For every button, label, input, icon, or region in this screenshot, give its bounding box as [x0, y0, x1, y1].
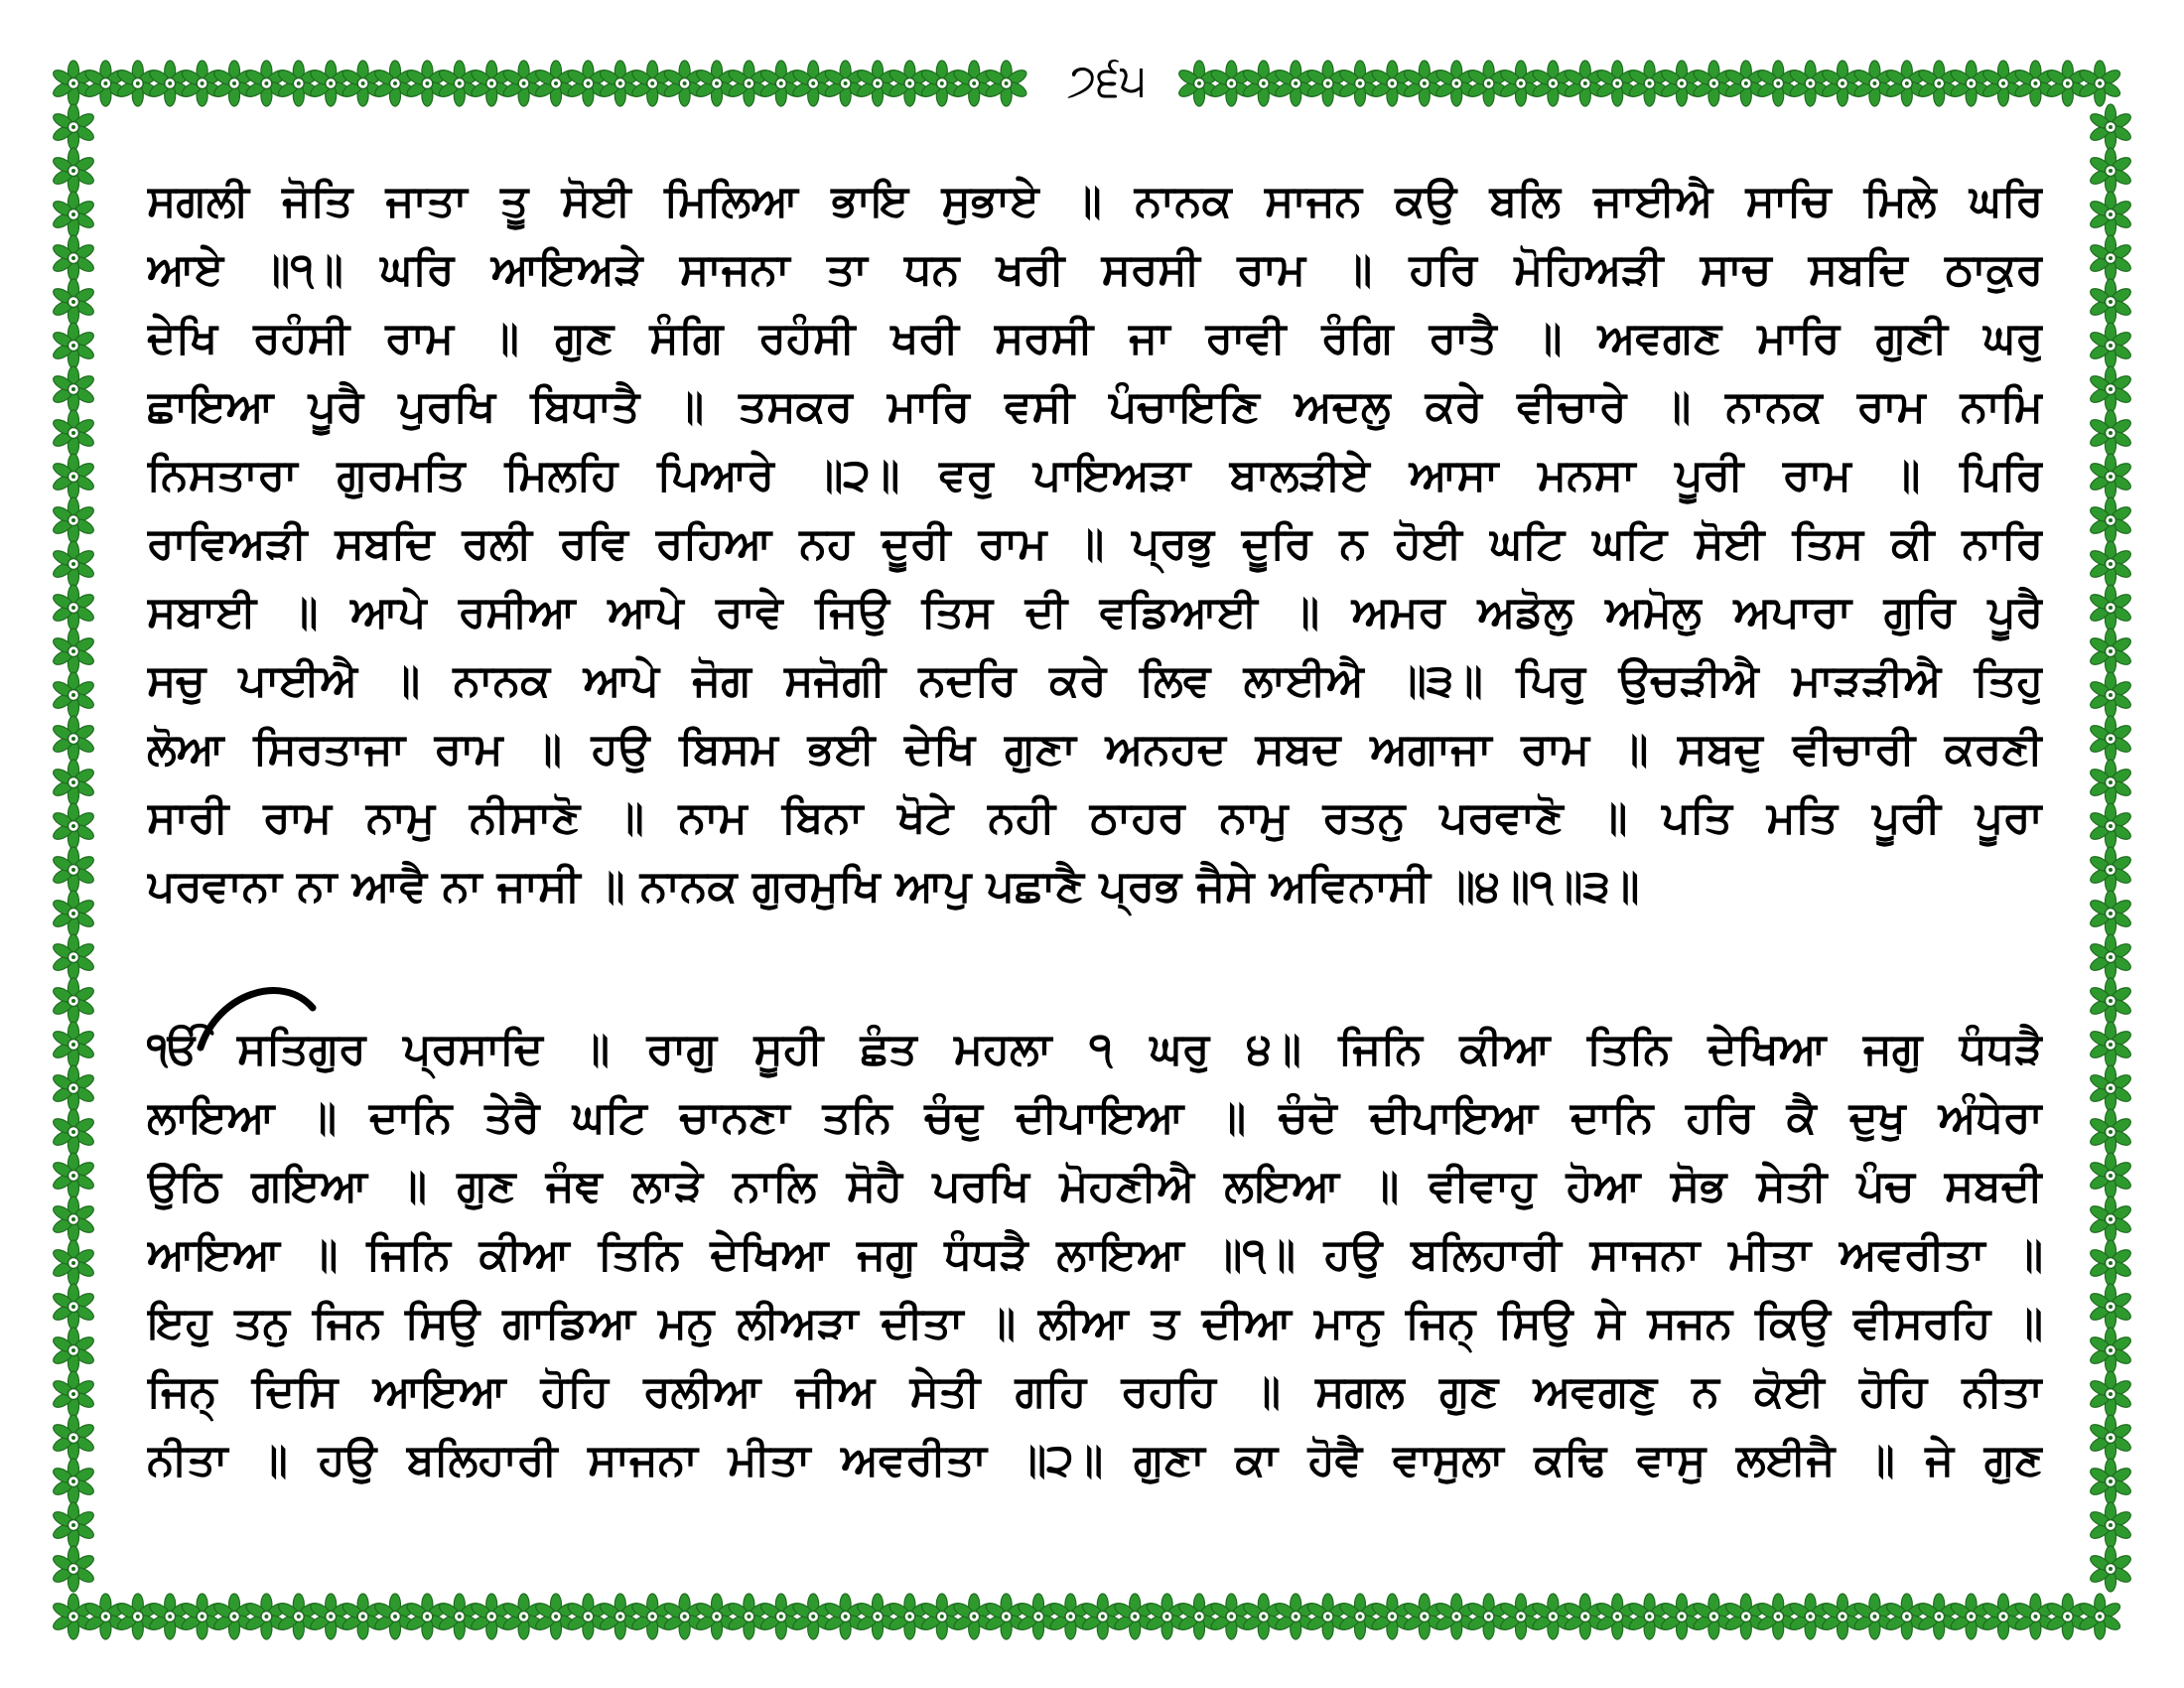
- flower-icon: [2088, 1109, 2132, 1155]
- flower-icon: [823, 61, 868, 106]
- flower-icon: [470, 1594, 514, 1639]
- flower-icon: [51, 1109, 95, 1155]
- flower-icon: [1917, 1594, 1962, 1639]
- flower-icon: [855, 1594, 899, 1639]
- flower-icon: [51, 716, 95, 762]
- flower-icon: [2088, 1502, 2132, 1548]
- flower-icon: [2088, 497, 2132, 543]
- flower-icon: [1370, 61, 1415, 106]
- flower-icon: [791, 1594, 836, 1639]
- flower-icon: [887, 1594, 932, 1639]
- flower-icon: [1274, 61, 1318, 106]
- flower-icon: [2088, 104, 2132, 150]
- text-line: ਛਾਇਆ ਪੂਰੈ ਪੁਰਖਿ ਬਿਧਾਤੈ ॥ ਤਸਕਰ ਮਾਰਿ ਵਸੀ ਪੰਚਾਇਣਿ ਅਦਲੁ ਕਰੇ ਵੀਚਾਰੇ ॥ ਨਾਨਕ ਰਾਮ ਨਾਮਿ: [147, 381, 2043, 432]
- flower-icon: [1756, 1594, 1801, 1639]
- flower-icon: [83, 1594, 128, 1639]
- flower-icon: [1627, 1594, 1672, 1639]
- flower-icon: [1370, 1594, 1415, 1639]
- flower-icon: [1659, 1594, 1704, 1639]
- flower-icon: [1498, 1594, 1543, 1639]
- flower-icon: [51, 366, 95, 412]
- flower-icon: [2088, 934, 2132, 980]
- flower-icon: [51, 1594, 95, 1639]
- flower-icon: [2013, 1594, 2058, 1639]
- text-line: ਰਾਵਿਅੜੀ ਸਬਦਿ ਰਲੀ ਰਵਿ ਰਹਿਆ ਨਹ ਦੂਰੀ ਰਾਮ ॥ ਪ੍ਰਭੁ ਦੂਰਿ ਨ ਹੋਈ ਘਟਿ ਘਟਿ ਸੋਈ ਤਿਸ ਕੀ ਨਾਰਿ: [147, 518, 2043, 569]
- flower-icon: [1337, 61, 1382, 106]
- flower-icon: [2088, 454, 2132, 499]
- flower-icon: [1531, 1594, 1575, 1639]
- flower-icon: [1241, 1594, 1286, 1639]
- flower-icon: [2088, 323, 2132, 368]
- flower-icon: [533, 1594, 578, 1639]
- flower-icon: [51, 672, 95, 718]
- flower-icon: [758, 1594, 803, 1639]
- flower-icon: [1176, 1594, 1221, 1639]
- flower-icon: [2078, 61, 2122, 106]
- flower-icon: [566, 61, 611, 106]
- flower-icon: [1531, 61, 1575, 106]
- flower-icon: [1145, 1594, 1189, 1639]
- flower-icon: [1595, 61, 1640, 106]
- flower-icon: [148, 1594, 193, 1639]
- flower-icon: [276, 1594, 321, 1639]
- flower-icon: [1209, 61, 1254, 106]
- flower-icon: [2045, 61, 2090, 106]
- flower-icon: [51, 61, 95, 106]
- flower-icon: [1563, 1594, 1607, 1639]
- flower-icon: [51, 1284, 95, 1330]
- flower-icon: [919, 61, 964, 106]
- flower-icon: [341, 1594, 385, 1639]
- flower-icon: [2078, 1594, 2122, 1639]
- flower-icon: [2088, 1065, 2132, 1111]
- flower-icon: [51, 104, 95, 150]
- text-line: ਨਿਸਤਾਰਾ ਗੁਰਮਤਿ ਮਿਲਹਿ ਪਿਆਰੇ ॥੨॥ ਵਰੁ ਪਾਇਅੜਾ ਬਾਲੜੀਏ ਆਸਾ ਮਨਸਾ ਪੂਰੀ ਰਾਮ ॥ ਪਿਰਿ: [147, 450, 2043, 500]
- text-line: ਜਿਨ੍ ਦਿਸਿ ਆਇਆ ਹੋਹਿ ਰਲੀਆ ਜੀਅ ਸੇਤੀ ਗਹਿ ਰਹਹਿ ॥ ਸਗਲ ਗੁਣ ਅਵਗਣੁ ਨ ਕੋਈ ਹੋਹਿ ਨੀਤਾ: [147, 1366, 2043, 1417]
- text-line: ਸਚੁ ਪਾਈਐ ॥ ਨਾਨਕ ਆਪੇ ਜੋਗ ਸਜੋਗੀ ਨਦਰਿ ਕਰੇ ਲਿਵ ਲਾਈਐ ॥੩॥ ਪਿਰੁ ਉਚੜੀਐ ਮਾੜੜੀਐ ਤਿਹੁ: [147, 655, 2043, 706]
- flower-icon: [2088, 716, 2132, 762]
- flower-icon: [662, 61, 707, 106]
- flower-icon: [2088, 1153, 2132, 1198]
- flower-icon: [630, 1594, 675, 1639]
- flower-icon: [1402, 1594, 1446, 1639]
- flower-icon: [51, 891, 95, 936]
- flower-icon: [51, 497, 95, 543]
- flower-icon: [51, 279, 95, 325]
- flower-icon: [1884, 61, 1929, 106]
- text-line: ੴ ਸਤਿਗੁਰ ਪ੍ਰਸਾਦਿ ॥ ਰਾਗੁ ਸੂਹੀ ਛੰਤ ਮਹਲਾ ੧ ਘਰੁ ੪॥ ਜਿਨਿ ਕੀਆ ਤਿਨਿ ਦੇਖਿਆ ਜਗੁ ਧੰਧੜੈ: [147, 1024, 2043, 1074]
- text-line: ਇਹੁ ਤਨੁ ਜਿਨ ਸਿਉ ਗਾਡਿਆ ਮਨੁ ਲੀਅੜਾ ਦੀਤਾ ॥ ਲੀਆ ਤ ਦੀਆ ਮਾਨੁ ਜਿਨ੍ ਸਿਉ ਸੇ ਸਜਨ ਕਿਉ ਵੀਸਰਹਿ ॥: [147, 1298, 2043, 1348]
- flower-icon: [1305, 61, 1350, 106]
- flower-icon: [1756, 61, 1801, 106]
- flower-icon: [51, 629, 95, 674]
- flower-icon: [2088, 1459, 2132, 1504]
- flower-icon: [1788, 1594, 1833, 1639]
- flower-icon: [694, 1594, 739, 1639]
- flower-icon: [598, 61, 642, 106]
- flower-icon: [2045, 1594, 2090, 1639]
- flower-icon: [51, 1196, 95, 1242]
- flower-icon: [2088, 148, 2132, 194]
- flower-icon: [2088, 541, 2132, 587]
- flower-icon: [2088, 1196, 2132, 1242]
- flower-icon: [1820, 1594, 1864, 1639]
- flower-icon: [952, 1594, 997, 1639]
- flower-icon: [1048, 1594, 1093, 1639]
- flower-icon: [1692, 1594, 1736, 1639]
- flower-icon: [51, 803, 95, 849]
- text-line: ਪਰਵਾਨਾ ਨਾ ਆਵੈ ਨਾ ਜਾਸੀ ॥ ਨਾਨਕ ਗੁਰਮੁਖਿ ਆਪੁ ਪਛਾਣੈ ਪ੍ਰਭ ਜੈਸੇ ਅਵਿਨਾਸੀ ॥੪॥੧॥੩॥: [147, 861, 1640, 912]
- flower-icon: [887, 61, 932, 106]
- flower-icon: [470, 61, 514, 106]
- text-line: ਸਬਾਈ ॥ ਆਪੇ ਰਸੀਆ ਆਪੇ ਰਾਵੇ ਜਿਉ ਤਿਸ ਦੀ ਵਡਿਆਈ ॥ ਅਮਰ ਅਡੋਲੁ ਅਮੋਲੁ ਅਪਾਰਾ ਗੁਰਿ ਪੂਰੈ: [147, 587, 2043, 637]
- text-line: ਸਗਲੀ ਜੋਤਿ ਜਾਤਾ ਤੂ ਸੋਈ ਮਿਲਿਆ ਭਾਇ ਸੁਭਾਏ ॥ ਨਾਨਕ ਸਾਜਨ ਕਉ ਬਲਿ ਜਾਈਐ ਸਾਚਿ ਮਿਲੇ ਘਰਿ: [147, 176, 2043, 226]
- flower-icon: [341, 61, 385, 106]
- flower-icon: [1209, 1594, 1254, 1639]
- flower-icon: [51, 410, 95, 456]
- text-block-2: [147, 1015, 2043, 1494]
- flower-icon: [1402, 61, 1446, 106]
- flower-icon: [372, 1594, 417, 1639]
- text-line: ਲਾਇਆ ॥ ਦਾਨਿ ਤੇਰੈ ਘਟਿ ਚਾਨਣਾ ਤਨਿ ਚੰਦੁ ਦੀਪਾਇਆ ॥ ਚੰਦੋ ਦੀਪਾਇਆ ਦਾਨਿ ਹਰਿ ਕੈ ਦੁਖੁ ਅੰਧੇਰਾ: [147, 1092, 2043, 1143]
- flower-icon: [51, 1065, 95, 1111]
- flower-icon: [727, 61, 771, 106]
- flower-icon: [1434, 1594, 1479, 1639]
- text-line: ਉਠਿ ਗਇਆ ॥ ਗੁਣ ਜੰਞ ਲਾੜੇ ਨਾਲਿ ਸੋਹੈ ਪਰਖਿ ਮੋਹਣੀਐ ਲਇਆ ॥ ਵੀਵਾਹੁ ਹੋਆ ਸੋਭ ਸੇਤੀ ਪੰਚ ਸਬਦੀ: [147, 1161, 2043, 1211]
- flower-icon: [823, 1594, 868, 1639]
- flower-icon: [1917, 61, 1962, 106]
- text-block-1: [147, 167, 2043, 920]
- flower-icon: [1466, 61, 1511, 106]
- flower-icon: [437, 1594, 481, 1639]
- flower-icon: [662, 1594, 707, 1639]
- flower-icon: [51, 541, 95, 587]
- flower-icon: [501, 61, 546, 106]
- flower-icon: [211, 1594, 256, 1639]
- flower-icon: [2088, 1022, 2132, 1067]
- flower-icon: [51, 585, 95, 631]
- flower-icon: [1274, 1594, 1318, 1639]
- flower-icon: [2088, 1371, 2132, 1417]
- flower-icon: [984, 1594, 1028, 1639]
- flower-icon: [1980, 61, 2025, 106]
- flower-icon: [984, 61, 1028, 106]
- flower-icon: [2088, 1546, 2132, 1592]
- flower-icon: [1949, 1594, 1993, 1639]
- flower-icon: [2088, 410, 2132, 456]
- flower-icon: [51, 192, 95, 237]
- flower-icon: [1852, 1594, 1897, 1639]
- flower-icon: [1788, 61, 1833, 106]
- flower-icon: [1498, 61, 1543, 106]
- flower-icon: [115, 1594, 160, 1639]
- flower-icon: [51, 1240, 95, 1286]
- flower-icon: [180, 1594, 224, 1639]
- flower-icon: [1434, 61, 1479, 106]
- flower-icon: [1659, 61, 1704, 106]
- flower-icon: [791, 61, 836, 106]
- flower-icon: [51, 1328, 95, 1373]
- text-line: ਸਾਰੀ ਰਾਮ ਨਾਮੁ ਨੀਸਾਣੋ ॥ ਨਾਮ ਬਿਨਾ ਖੋਟੇ ਨਹੀ ਠਾਹਰ ਨਾਮੁ ਰਤਨੁ ਪਰਵਾਣੋ ॥ ਪਤਿ ਮਤਿ ਪੂਰੀ ਪੂਰਾ: [147, 792, 2043, 843]
- flower-icon: [630, 61, 675, 106]
- flower-icon: [2088, 1328, 2132, 1373]
- flower-icon: [83, 61, 128, 106]
- flower-icon: [51, 1459, 95, 1504]
- flower-icon: [51, 323, 95, 368]
- flower-icon: [2088, 366, 2132, 412]
- flower-icon: [1563, 61, 1607, 106]
- flower-icon: [919, 1594, 964, 1639]
- flower-icon: [2088, 629, 2132, 674]
- flower-icon: [51, 847, 95, 893]
- flower-icon: [1305, 1594, 1350, 1639]
- flower-icon: [1337, 1594, 1382, 1639]
- flower-icon: [952, 61, 997, 106]
- flower-icon: [115, 61, 160, 106]
- flower-icon: [1852, 61, 1897, 106]
- flower-icon: [855, 61, 899, 106]
- flower-icon: [372, 61, 417, 106]
- flower-icon: [405, 1594, 450, 1639]
- flower-icon: [2013, 61, 2058, 106]
- flower-icon: [1884, 1594, 1929, 1639]
- flower-icon: [533, 61, 578, 106]
- flower-icon: [437, 61, 481, 106]
- flower-icon: [276, 61, 321, 106]
- flower-icon: [1692, 61, 1736, 106]
- flower-icon: [2088, 1415, 2132, 1461]
- flower-icon: [694, 61, 739, 106]
- flower-icon: [211, 61, 256, 106]
- flower-icon: [1595, 1594, 1640, 1639]
- flower-icon: [727, 1594, 771, 1639]
- flower-icon: [244, 1594, 289, 1639]
- flower-icon: [2088, 803, 2132, 849]
- flower-icon: [1723, 61, 1768, 106]
- flower-icon: [1113, 1594, 1158, 1639]
- flower-icon: [1176, 61, 1221, 106]
- flower-icon: [1016, 1594, 1060, 1639]
- flower-icon: [51, 1371, 95, 1417]
- flower-icon: [51, 978, 95, 1024]
- flower-icon: [51, 1546, 95, 1592]
- text-line: ਦੇਖਿ ਰਹੰਸੀ ਰਾਮ ॥ ਗੁਣ ਸੰਗਿ ਰਹੰਸੀ ਖਰੀ ਸਰਸੀ ਜਾ ਰਾਵੀ ਰੰਗਿ ਰਾਤੈ ॥ ਅਵਗਣ ਮਾਰਿ ਗੁਣੀ ਘਰੁ: [147, 313, 2043, 363]
- page-number: ੭੬੫: [1052, 50, 1161, 109]
- flower-icon: [1241, 61, 1286, 106]
- flower-icon: [2088, 978, 2132, 1024]
- flower-icon: [1980, 1594, 2025, 1639]
- flower-icon: [51, 1022, 95, 1067]
- flower-icon: [148, 61, 193, 106]
- flower-icon: [501, 1594, 546, 1639]
- flower-icon: [758, 61, 803, 106]
- flower-icon: [566, 1594, 611, 1639]
- flower-icon: [2088, 279, 2132, 325]
- text-line: ਨੀਤਾ ॥ ਹਉ ਬਲਿਹਾਰੀ ਸਾਜਨਾ ਮੀਤਾ ਅਵਰੀਤਾ ॥੨॥ ਗੁਣਾ ਕਾ ਹੋਵੈ ਵਾਸੁਲਾ ਕਢਿ ਵਾਸੁ ਲਈਜੈ ॥ ਜੇ ਗੁਣ: [147, 1435, 2043, 1485]
- flower-icon: [2088, 847, 2132, 893]
- text-line: ਆਏ ॥੧॥ ਘਰਿ ਆਇਅੜੇ ਸਾਜਨਾ ਤਾ ਧਨ ਖਰੀ ਸਰਸੀ ਰਾਮ ॥ ਹਰਿ ਮੋਹਿਅੜੀ ਸਾਚ ਸਬਦਿ ਠਾਕੁਰ: [147, 244, 2043, 295]
- flower-icon: [2088, 192, 2132, 237]
- flower-icon: [2088, 891, 2132, 936]
- flower-icon: [51, 235, 95, 281]
- flower-icon: [51, 760, 95, 805]
- flower-icon: [309, 61, 353, 106]
- flower-icon: [51, 148, 95, 194]
- flower-icon: [598, 1594, 642, 1639]
- flower-icon: [2088, 585, 2132, 631]
- flower-icon: [244, 61, 289, 106]
- flower-icon: [2088, 235, 2132, 281]
- flower-icon: [51, 1415, 95, 1461]
- flower-icon: [51, 934, 95, 980]
- flower-icon: [2088, 1284, 2132, 1330]
- flower-icon: [309, 1594, 353, 1639]
- flower-icon: [2088, 760, 2132, 805]
- flower-icon: [2088, 1240, 2132, 1286]
- flower-icon: [1949, 61, 1993, 106]
- text-line: ਆਇਆ ॥ ਜਿਨਿ ਕੀਆ ਤਿਨਿ ਦੇਖਿਆ ਜਗੁ ਧੰਧੜੈ ਲਾਇਆ ॥੧॥ ਹਉ ਬਲਿਹਾਰੀ ਸਾਜਨਾ ਮੀਤਾ ਅਵਰੀਤਾ ॥: [147, 1229, 2043, 1280]
- flower-icon: [51, 454, 95, 499]
- text-line: ਲੋਆ ਸਿਰਤਾਜਾ ਰਾਮ ॥ ਹਉ ਬਿਸਮ ਭਈ ਦੇਖਿ ਗੁਣਾ ਅਨਹਦ ਸਬਦ ਅਗਾਜਾ ਰਾਮ ॥ ਸਬਦੁ ਵੀਚਾਰੀ ਕਰਣੀ: [147, 724, 2043, 774]
- flower-icon: [51, 1153, 95, 1198]
- flower-icon: [51, 1502, 95, 1548]
- flower-icon: [1466, 1594, 1511, 1639]
- flower-icon: [1627, 61, 1672, 106]
- flower-icon: [180, 61, 224, 106]
- flower-icon: [1080, 1594, 1125, 1639]
- flower-icon: [405, 61, 450, 106]
- flower-icon: [2088, 672, 2132, 718]
- flower-icon: [1723, 1594, 1768, 1639]
- flower-icon: [1820, 61, 1864, 106]
